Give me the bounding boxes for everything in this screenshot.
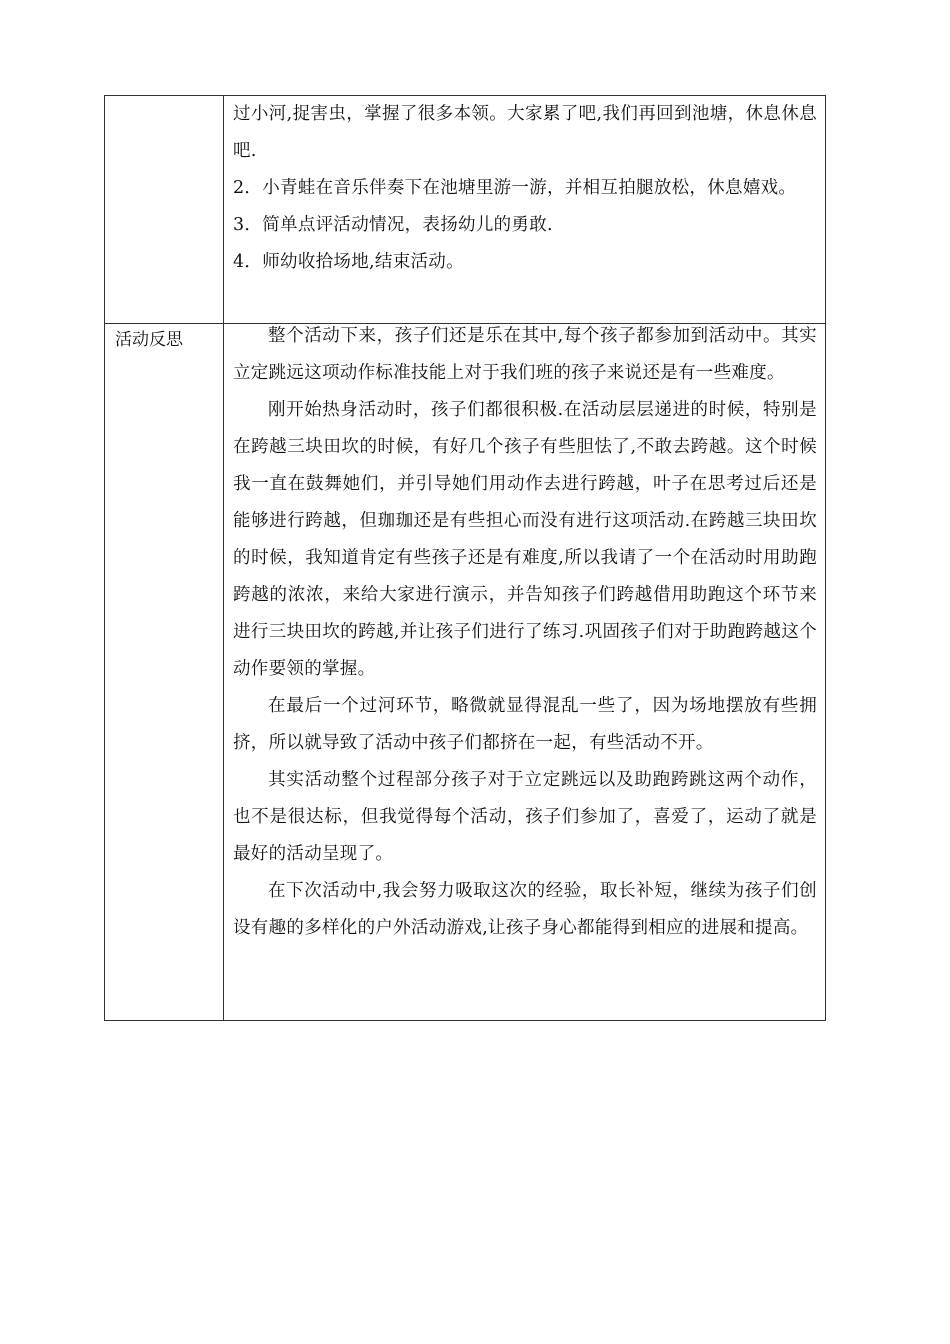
step-paragraph: 4．师幼收拾场地,结束活动。 — [233, 252, 464, 272]
reflection-paragraph: 其实活动整个过程部分孩子对于立定跳远以及助跑跨跳这两个动作，也不是很达标，但我觉得每个活动，孩子们参加了，喜爱了，运动了就是最好的活动呈现了。 — [233, 770, 817, 864]
reflection-paragraph: 整个活动下来，孩子们还是乐在其中,每个孩子都参加到活动中。其实立定跳远这项动作标准技能上对于我们班的孩子来说还是有一些难度。 — [233, 326, 817, 383]
reflection-paragraph: 在最后一个过河环节，略微就显得混乱一些了，因为场地摆放有些拥挤，所以就导致了活动中孩子们都挤在一起，有些活动不开。 — [233, 696, 817, 753]
reflection-paragraph: 在下次活动中,我会努力吸取这次的经验，取长补短，继续为孩子们创设有趣的多样化的户外活动游戏,让孩子身心都能得到相应的进展和提高。 — [233, 881, 817, 938]
reflection-paragraph: 刚开始热身活动时，孩子们都很积极.在活动层层递进的时候，特别是在跨越三块田坎的时候，有好几个孩子有些胆怯了,不敢去跨越。这个时候我一直在鼓舞她们，并引导她们用动作去进行跨越，叶子在思考过后还是能够进行跨越，但珈珈还是有些担心而没有进行这项活动.在跨越三块田坎的时候，我知道肯定有些孩子还是有难度,所以我请了一个在活动时用助跑跨越的浓浓，来给大家进行演示，并告知孩子们跨越借用助跑这个环节来进行三块田坎的跨越,并让孩子们进行了练习.巩固孩子们对于助跑跨越这个动作要领的掌握。 — [233, 400, 817, 679]
reflection-label: 活动反思 — [115, 330, 183, 350]
column-divider — [223, 96, 224, 1020]
activity-table — [104, 95, 826, 1021]
reflection-cell — [233, 318, 817, 947]
step-paragraph: 2．小青蛙在音乐伴奏下在池塘里游一游，并相互拍腿放松，休息嬉戏。 — [233, 178, 797, 198]
activity-steps-cell — [233, 96, 817, 281]
step-paragraph: 过小河,捉害虫，掌握了很多本领。大家累了吧,我们再回到池塘，休息休息吧. — [233, 104, 817, 161]
step-paragraph: 3．简单点评活动情况，表扬幼儿的勇敢. — [233, 215, 553, 235]
